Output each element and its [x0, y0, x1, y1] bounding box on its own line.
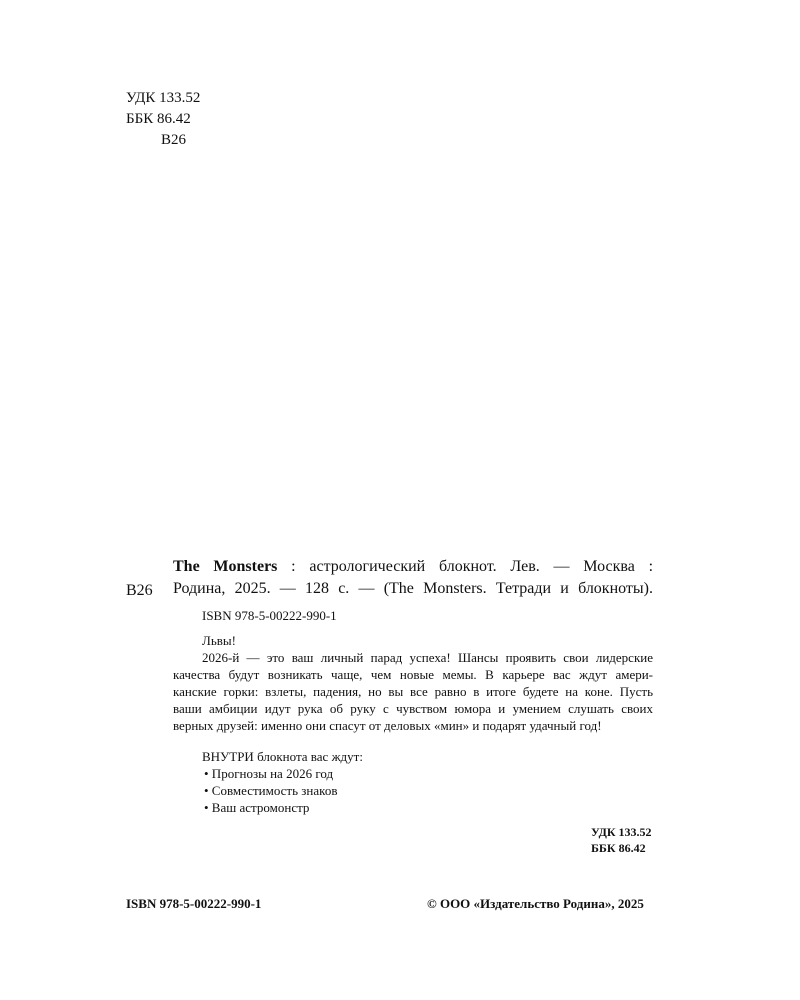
annotation-line: 2026-й — это ваш личный парад успеха! Шансы проявить свои лидерские [202, 650, 653, 665]
catalog-entry [173, 556, 653, 600]
inside-list-item: • Ваш астромонстр [204, 800, 310, 815]
catalog-entry-line-1 [173, 556, 653, 578]
annotation-line: ваши амбиции идут рука об руку с чувством юмора и умением слушать своих [173, 701, 653, 716]
book-subtitle: : астрологический блокнот. Лев. — Москва : [277, 558, 654, 575]
annotation-greeting: Львы! [202, 633, 236, 648]
isbn-line: ISBN 978-5-00222-990-1 [202, 608, 337, 623]
inside-heading: ВНУТРИ блокнота вас ждут: [202, 749, 363, 764]
inside-list-item: • Прогнозы на 2026 год [204, 766, 334, 781]
inside-contents [202, 748, 363, 816]
classification-codes-bottom [591, 824, 652, 856]
bbk-code: ББК 86.42 [126, 111, 191, 127]
udk-code-bottom: УДК 133.52 [591, 825, 652, 839]
inside-list-item: • Совместимость знаков [204, 783, 338, 798]
footer-isbn: ISBN 978-5-00222-990-1 [126, 896, 262, 911]
book-title: The Monsters [173, 558, 278, 575]
bbk-code-bottom: ББК 86.42 [591, 841, 646, 855]
annotation-line: верных друзей: именно они спасут от деловых «мин» и подарят удачный год! [173, 718, 602, 733]
annotation-line: качества будут возникать чаще, чем новые мемы. В карьере вас ждут амери- [173, 667, 653, 682]
catalog-author-mark: В26 [126, 582, 153, 599]
catalog-entry-line-2: Родина, 2025. — 128 с. — (The Monsters. Тетради и блокноты). [173, 580, 653, 597]
footer-copyright: © ООО «Издательство Родина», 2025 [427, 896, 644, 911]
classification-codes-top [126, 88, 200, 151]
annotation [173, 632, 653, 734]
author-mark: В26 [161, 132, 187, 148]
udk-code: УДК 133.52 [126, 90, 201, 106]
annotation-text [173, 649, 653, 734]
annotation-line: канские горки: взлеты, падения, но вы все равно в итоге будете на коне. Пусть [173, 684, 653, 699]
